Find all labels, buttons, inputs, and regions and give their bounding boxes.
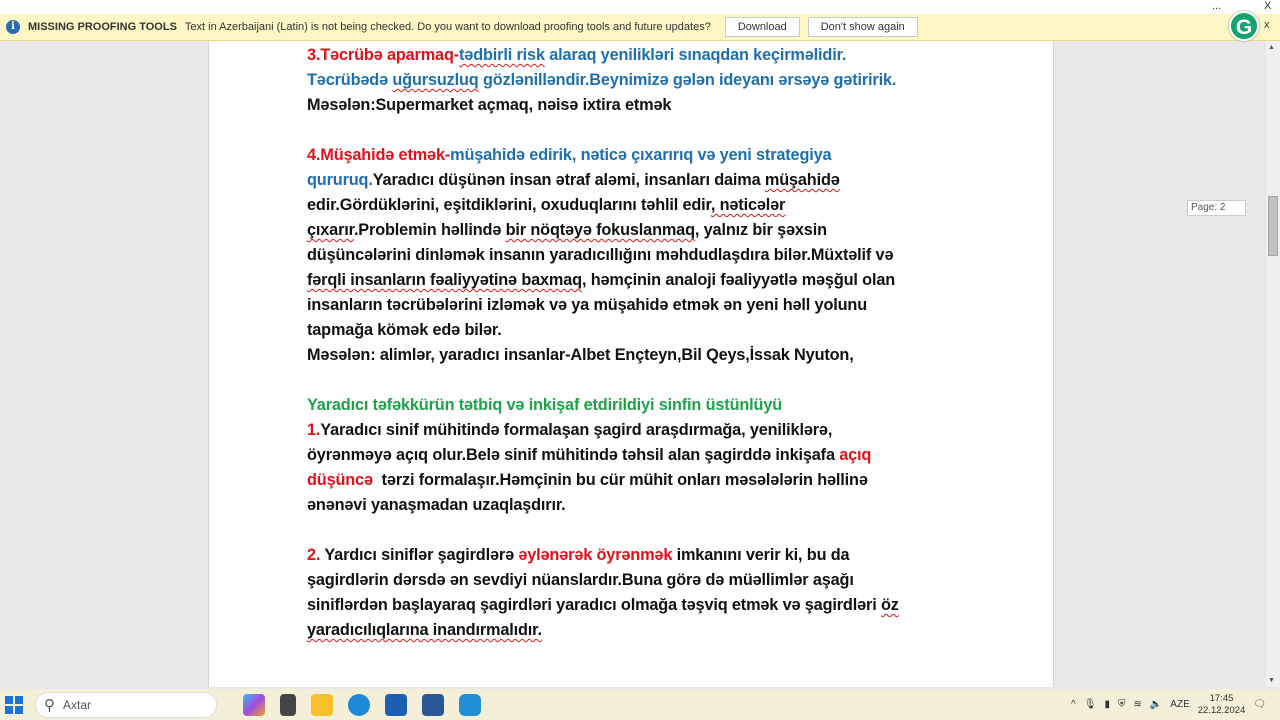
wifi-icon[interactable]: ≋ (1133, 699, 1142, 710)
text-run: alaraq yenilikləri sınaqdan keçirməlidir. (544, 46, 847, 64)
blank-line (307, 518, 899, 543)
proofing-tools-infobar (0, 14, 1280, 41)
document-line (307, 543, 899, 568)
text-run: Yaradıcı sinif mühitində formalaşan şagird araşdırmağa, yeniliklərə, (320, 421, 833, 439)
text-run: , həmçinin analoji fəaliyyətlə məşğul olan (581, 271, 896, 289)
word-app-icon[interactable] (422, 694, 444, 716)
text-run: ənənəvi yanaşmadan uzaqlaşdırır. (307, 496, 566, 514)
file-explorer-icon[interactable] (311, 694, 333, 716)
security-icon[interactable]: ⛨ (1117, 699, 1126, 710)
scroll-down-arrow-icon[interactable]: ▼ (1268, 677, 1275, 684)
copilot-app-icon[interactable] (243, 694, 265, 716)
document-line (307, 268, 899, 293)
document-line (307, 468, 899, 493)
text-run: Yaradıcı düşünən insan ətraf aləmi, insanları daima (372, 171, 765, 189)
clock-time: 17:45 (1209, 692, 1234, 704)
window-titlebar (0, 0, 1280, 14)
document-line (307, 418, 899, 443)
document-line (307, 193, 899, 218)
document-line (307, 293, 899, 318)
system-tray (1071, 689, 1266, 720)
text-run: əylənərək öyrənmək (518, 546, 673, 564)
text-run: insanların təcrübələrini izləmək və ya müşahidə etmək ən yeni həll yolunu (307, 296, 868, 314)
document-body[interactable] (307, 43, 899, 643)
search-icon: ⚲ (44, 696, 55, 714)
document-line (307, 593, 899, 618)
blank-line (307, 368, 899, 393)
text-run: imkanını verir ki, bu da (672, 546, 850, 564)
flagged-text-run: öz (880, 596, 899, 614)
text-run: 1. (307, 421, 321, 439)
flagged-text-run: , nəticələr (710, 196, 786, 214)
text-run: , yalnız bir şəxsin (694, 221, 827, 239)
text-run: tapmağa kömək edə bilər. (307, 321, 502, 339)
text-run: Məsələn: alimlər, yaradıcı insanlar-Albet Ençteyn,Bil Qeys,İssak Nyuton, (307, 346, 854, 364)
scrollbar-thumb[interactable] (1268, 196, 1278, 256)
info-icon: i (6, 20, 20, 34)
chevron-up-icon[interactable]: ^ (1071, 699, 1076, 710)
more-options-button[interactable]: ... (1212, 0, 1222, 12)
edge-browser-icon[interactable] (348, 694, 370, 716)
page-indicator-tooltip: Page: 2 (1187, 200, 1246, 216)
notification-icon[interactable]: 🗨 (1253, 699, 1266, 710)
scroll-up-arrow-icon[interactable]: ▲ (1268, 44, 1275, 51)
grammarly-icon[interactable]: G (1229, 11, 1259, 41)
text-run: .Problemin həllində (353, 221, 506, 239)
document-line (307, 243, 899, 268)
store-app-icon[interactable] (385, 694, 407, 716)
document-line (307, 218, 899, 243)
remote-app-icon[interactable] (459, 694, 481, 716)
document-line (307, 168, 899, 193)
text-run: Məsələn:Supermarket açmaq, nəisə ixtira etmək (307, 96, 672, 114)
text-run: Təcrübədə (307, 71, 393, 89)
windows-start-icon[interactable] (5, 696, 23, 714)
microphone-icon[interactable]: 🎙 (1083, 699, 1097, 710)
battery-icon[interactable]: ▮ (1104, 699, 1110, 710)
text-run: açıq (839, 446, 872, 464)
document-line (307, 43, 899, 68)
text-run: 4.Müşahidə etmək- (307, 146, 451, 164)
document-line (307, 568, 899, 593)
flagged-text-run: çıxarır (307, 221, 354, 239)
document-line (307, 443, 899, 468)
infobar-title: MISSING PROOFING TOOLS (28, 21, 177, 33)
document-line (307, 343, 899, 368)
flagged-text-run: bir nöqtəyə fokuslanmaq (505, 221, 695, 239)
document-line (307, 393, 899, 418)
text-run: tərzi formalaşır.Həmçinin bu cür mühit onları məsələlərin həllinə (372, 471, 868, 489)
text-run: 3.Təcrübə aparmaq- (307, 46, 460, 64)
document-line (307, 493, 899, 518)
document-line (307, 68, 899, 93)
terminal-app-icon[interactable] (280, 694, 296, 716)
taskbar-search[interactable] (35, 692, 217, 718)
document-line (307, 143, 899, 168)
infobar-message: Text in Azerbaijani (Latin) is not being checked. Do you want to download proofing tools and future updates? (184, 21, 711, 33)
volume-icon[interactable]: 🔈 (1149, 699, 1163, 710)
text-run: 2. (307, 546, 321, 564)
flagged-text-run: tədbirli risk (459, 46, 545, 64)
infobar-close-button[interactable]: x (1264, 19, 1270, 31)
text-run: siniflərdən başlayaraq şagirdləri yaradıcı olmağa təşviq etmək və şagirdləri (307, 596, 881, 614)
document-line (307, 318, 899, 343)
flagged-text-run: yaradıcılıqlarına inandırmalıdır. (307, 621, 542, 639)
download-button[interactable]: Download (725, 17, 800, 37)
text-run: qururuq. (307, 171, 373, 189)
language-indicator[interactable]: AZE (1170, 699, 1190, 710)
text-run: gözlənilləndir.Beynimizə gələn ideyanı ərsəyə gətiririk. (478, 71, 897, 89)
search-placeholder: Axtar (63, 697, 92, 712)
flagged-text-run: uğursuzluq (392, 71, 479, 89)
document-line (307, 93, 899, 118)
text-run: Yaradıcı təfəkkürün tətbiq və inkişaf etdirildiyi sinfin üstünlüyü (307, 396, 783, 414)
vertical-scrollbar[interactable] (1266, 41, 1280, 687)
text-run: edir.Gördüklərini, eşitdiklərini, oxuduqlarını təhlil edir (307, 196, 711, 214)
blank-line (307, 118, 899, 143)
flagged-text-run: fərqli insanların fəaliyyətinə baxmaq (307, 271, 582, 289)
taskbar (0, 689, 1280, 720)
text-run: şagirdlərin dərsdə ən sevdiyi nüanslardır.Buna görə də müəllimlər aşağı (307, 571, 854, 589)
dont-show-again-button[interactable]: Don't show again (808, 17, 918, 37)
document-line (307, 618, 899, 643)
clock-date: 22.12.2024 (1197, 704, 1246, 716)
text-run: öyrənməyə açıq olur.Belə sinif mühitində təhsil alan şagirddə inkişafa (307, 446, 840, 464)
text-run: Yardıcı siniflər şagirdlərə (320, 546, 519, 564)
text-run: düşüncələrini dinləmək insanın yaradıcıllığını məhdudlaşdıra bilər.Müxtəlif və (307, 246, 894, 264)
flagged-text-run: müşahidə (764, 171, 840, 189)
text-run: müşahidə edirik, nəticə çıxarırıq və yeni strategiya (450, 146, 832, 164)
clock[interactable] (1198, 693, 1246, 717)
window-close-button[interactable]: X (1264, 0, 1272, 12)
text-run: düşüncə (307, 471, 373, 489)
